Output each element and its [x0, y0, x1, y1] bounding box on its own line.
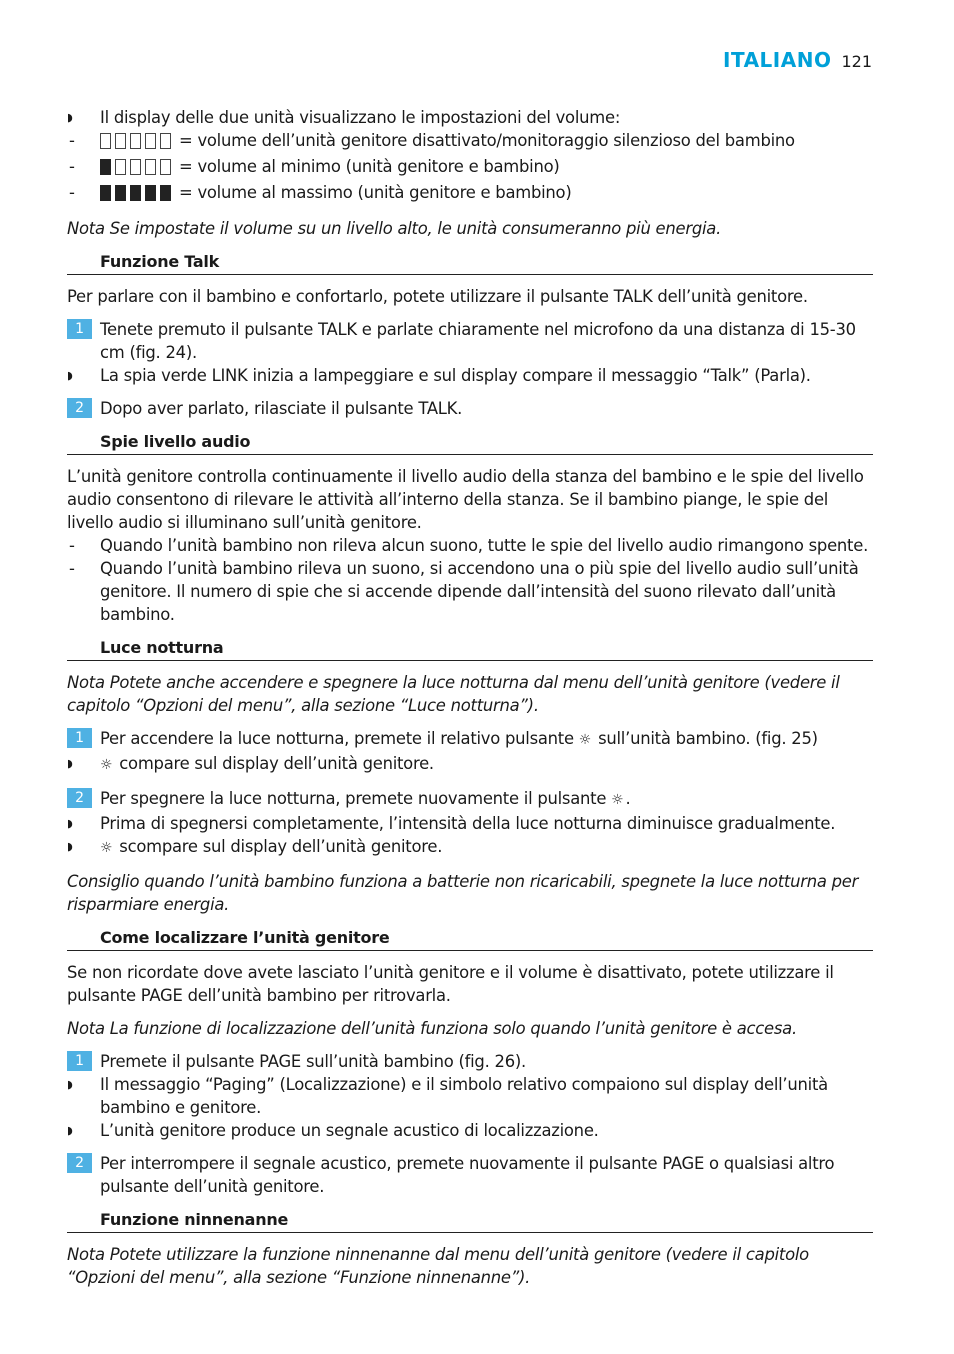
volume-bars-icon: [100, 132, 175, 155]
paragraph: Per parlare con il bambino e confortarlo, potete utilizzare il pulsante TALK dell’unità genitore.: [67, 287, 808, 306]
step-text: Per accendere la luce notturna, premete il relativo pulsante: [100, 729, 574, 748]
bullet-triangle-icon: ◗: [67, 817, 73, 830]
bullet-text: L’unità genitore produce un segnale acustico di localizzazione.: [100, 1121, 599, 1140]
bullet-item: [67, 812, 873, 835]
step-item: [67, 397, 873, 420]
bullet-text: compare sul display dell’unità genitore.: [119, 754, 434, 773]
bullet-text: Prima di spegnersi completamente, l’intensità della luce notturna diminuisce gradualmente.: [100, 814, 836, 833]
bullet-item: [67, 835, 873, 860]
step-number-badge: 1: [67, 728, 92, 748]
volume-bar: [100, 133, 111, 149]
step-number-badge: 2: [67, 1153, 92, 1173]
step-text: sull’unità bambino. (fig. 25): [598, 729, 818, 748]
volume-level-item: [67, 155, 873, 181]
volume-intro: Il display delle due unità visualizzano le impostazioni del volume:: [100, 108, 621, 127]
volume-level-item: [67, 181, 873, 207]
night-light-icon: ☼: [578, 732, 592, 748]
dash-marker: -: [69, 536, 75, 555]
dash-marker: -: [69, 131, 75, 150]
volume-bar: [100, 159, 111, 175]
volume-bar: [130, 185, 141, 201]
volume-bar: [130, 159, 141, 175]
volume-bar: [160, 133, 171, 149]
section-heading-night-light: Luce notturna: [67, 636, 873, 661]
volume-bar: [115, 133, 126, 149]
step-text: Tenete premuto il pulsante TALK e parlate chiaramente nel microfono da una distanza di 15-30 cm (fig. 24).: [100, 320, 856, 362]
section-heading-lullaby: Funzione ninnenanne: [67, 1208, 873, 1233]
volume-bar: [145, 185, 156, 201]
volume-level-text: = volume al minimo (unità genitore e bambino): [179, 157, 560, 176]
dash-text: Quando l’unità bambino non rileva alcun suono, tutte le spie del livello audio rimangono spente.: [100, 536, 869, 555]
bullet-triangle-icon: ◗: [67, 1124, 73, 1137]
step-number-badge: 1: [67, 1051, 92, 1071]
step-item: [67, 1050, 873, 1073]
bullet-text: scompare sul display dell’unità genitore.: [119, 837, 443, 856]
section-heading-locate: Come localizzare l’unità genitore: [67, 926, 873, 951]
bullet-triangle-icon: ◗: [67, 111, 73, 124]
section-heading-talk: Funzione Talk: [67, 250, 873, 275]
dash-item: [67, 534, 873, 557]
volume-bars-icon: [100, 184, 175, 207]
paragraph: L’unità genitore controlla continuamente il livello audio della stanza del bambino e le spie del livello audio consentono di rilevare le attività all’interno della stanza. Se il bambino piange, le spie del livello audio si illuminano sull’unità genitore.: [67, 467, 864, 532]
dash-item: [67, 557, 873, 626]
volume-bar: [160, 185, 171, 201]
paragraph: Se non ricordate dove avete lasciato l’unità genitore e il volume è disattivato, potete utilizzare il pulsante PAGE dell’unità bambino per ritrovarla.: [67, 963, 834, 1005]
volume-level-text: = volume dell’unità genitore disattivato/monitoraggio silenzioso del bambino: [179, 131, 795, 150]
dash-marker: -: [69, 559, 75, 578]
page-header: [723, 48, 872, 72]
volume-level-list: [67, 129, 873, 207]
volume-bar: [100, 185, 111, 201]
note-text: Nota Se impostate il volume su un livello alto, le unità consumeranno più energia.: [67, 219, 722, 238]
step-text: Per interrompere il segnale acustico, premete nuovamente il pulsante PAGE o qualsiasi altro pulsante dell’unità genitore.: [100, 1154, 835, 1196]
note-text: Nota Potete anche accendere e spegnere la luce notturna dal menu dell’unità genitore (vedere il capitolo “Opzioni del menu”, alla sezione “Luce notturna”).: [67, 673, 840, 715]
language-label: ITALIANO: [723, 48, 832, 72]
volume-level-text: = volume al massimo (unità genitore e bambino): [179, 183, 572, 202]
tip-text: Consiglio quando l’unità bambino funziona a batterie non ricaricabili, spegnete la luce notturna per risparmiare energia.: [67, 872, 859, 914]
dash-marker: -: [69, 157, 75, 176]
dash-text: Quando l’unità bambino rileva un suono, si accendono una o più spie del livello audio sull’unità genitore. Il numero di spie che si accende dipende dall’intensità del suono rilevato dall’unità bambino.: [100, 559, 859, 624]
bullet-item: [67, 106, 873, 129]
dash-marker: -: [69, 183, 75, 202]
note-text: Nota Potete utilizzare la funzione ninnenanne dal menu dell’unità genitore (vedere il capitolo “Opzioni del menu”, alla sezione “Funzione ninnenanne”).: [67, 1245, 809, 1287]
volume-bar: [145, 159, 156, 175]
volume-bar: [130, 133, 141, 149]
page-number: 121: [841, 52, 872, 71]
page-content: [67, 106, 873, 1289]
step-number-badge: 2: [67, 788, 92, 808]
volume-bar: [115, 185, 126, 201]
step-text: Premete il pulsante PAGE sull’unità bambino (fig. 26).: [100, 1052, 526, 1071]
volume-level-item: [67, 129, 873, 155]
volume-bar: [115, 159, 126, 175]
bullet-triangle-icon: ◗: [67, 757, 73, 770]
bullet-text: Il messaggio “Paging” (Localizzazione) e il simbolo relativo compaiono sul display dell’unità bambino e genitore.: [100, 1075, 828, 1117]
step-text: .: [625, 789, 631, 808]
night-light-icon: ☼: [100, 757, 113, 773]
bullet-item: [67, 752, 873, 777]
bullet-triangle-icon: ◗: [67, 1078, 73, 1091]
bullet-item: [67, 1119, 873, 1142]
step-text: Per spegnere la luce notturna, premete nuovamente il pulsante: [100, 789, 607, 808]
bullet-item: [67, 364, 873, 387]
section-heading-audio: Spie livello audio: [67, 430, 873, 455]
volume-bar: [145, 133, 156, 149]
step-number-badge: 2: [67, 398, 92, 418]
bullet-item: [67, 1073, 873, 1119]
step-item: [67, 318, 873, 364]
step-text: Dopo aver parlato, rilasciate il pulsante TALK.: [100, 399, 463, 418]
bullet-triangle-icon: ◗: [67, 369, 73, 382]
night-light-icon: ☼: [100, 840, 113, 856]
step-number-badge: 1: [67, 319, 92, 339]
step-item: [67, 787, 873, 812]
volume-bar: [160, 159, 171, 175]
night-light-icon: ☼: [611, 792, 624, 808]
step-item: [67, 727, 873, 752]
volume-bars-icon: [100, 158, 175, 181]
bullet-text: La spia verde LINK inizia a lampeggiare e sul display compare il messaggio “Talk” (Parla).: [100, 366, 811, 385]
note-text: Nota La funzione di localizzazione dell’unità funziona solo quando l’unità genitore è accesa.: [67, 1019, 797, 1038]
step-item: [67, 1152, 873, 1198]
bullet-triangle-icon: ◗: [67, 840, 73, 853]
